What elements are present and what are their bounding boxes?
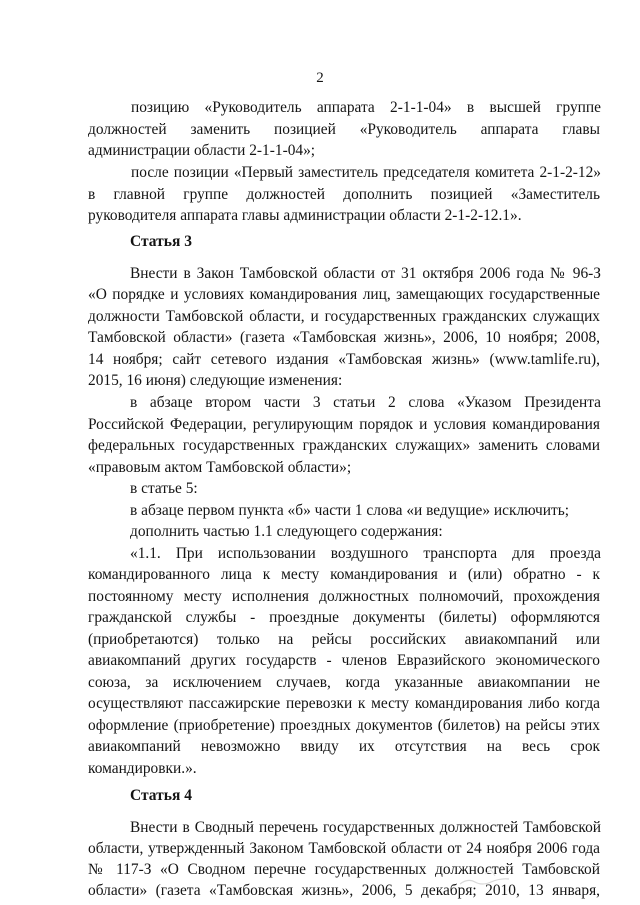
text-line: осуществляют пассажирские перевозки к месту командирования либо когда	[88, 695, 600, 712]
text-line: командировки.».	[88, 760, 197, 777]
text-line: в абзаце первом пункта «б» части 1 слова «и ведущие» исключить;	[130, 502, 570, 519]
text-line: оформление (приобретение) проездных документов (билетов) на рейсы этих	[88, 717, 600, 734]
text-line: авиакомпаний других государств - членов Евразийского экономического	[88, 652, 600, 669]
text-line: в главной группе должностей дополнить позицией «Заместитель	[88, 186, 600, 203]
text-line: дополнить частью 1.1 следующего содержания:	[130, 523, 443, 540]
text-line: области» (газета «Тамбовская жизнь», 2006, 5 декабря; 2010, 13 января,	[88, 882, 600, 899]
text-line: в статье 5:	[130, 480, 198, 497]
page-number: 2	[316, 70, 324, 86]
text-line: постоянному месту исполнения должностных полномочий, прохождения	[88, 588, 600, 605]
text-line: администрации области 2-1-1-04»;	[88, 142, 316, 159]
text-line: федеральных государственных гражданских служащих» заменить словами	[88, 437, 600, 454]
text-line: Российской Федерации, регулирующим порядок и условия командирования	[88, 416, 600, 433]
text-line: «1.1. При использовании воздушного транспорта для проезда	[130, 545, 601, 562]
text-line: «О порядке и условиях командирования лиц, замещающих государственные	[88, 286, 600, 303]
text-line: области, утвержденный Законом Тамбовской области от 24 ноября 2006 года	[88, 840, 600, 857]
article-heading: Статья 4	[130, 787, 192, 804]
text-line: союза, за исключением случаев, когда указанные авиакомпании не	[88, 674, 600, 691]
text-line: должности Тамбовской области, и государственных гражданских служащих	[88, 308, 600, 325]
text-line: 14 ноября; сайт сетевого издания «Тамбовская жизнь» (www.tamlife.ru),	[88, 351, 600, 368]
text-line: гражданской службы - проездные документы (билеты) оформляются	[88, 609, 600, 626]
text-line: позицию «Руководитель аппарата 2-1-1-04» в высшей группе	[131, 99, 601, 116]
text-line: № 117-З «О Сводном перечне государственных должностей Тамбовской	[88, 861, 600, 878]
text-line: авиакомпаний невозможно ввиду их отсутствия на весь срок	[88, 738, 600, 755]
text-line: Внести в Закон Тамбовской области от 31 октября 2006 года № 96-З	[130, 265, 601, 282]
text-line: в абзаце втором части 3 статьи 2 слова «Указом Президента	[130, 394, 601, 411]
text-line: командированного лица к месту командирования и (или) обратно - к	[88, 566, 600, 583]
text-line: «правовым актом Тамбовской области»;	[88, 459, 352, 476]
text-line: после позиции «Первый заместитель председателя комитета 2-1-2-12»	[131, 164, 601, 181]
text-line: 2015, 16 июня) следующие изменения:	[88, 372, 343, 389]
text-line: должностей заменить позицией «Руководитель аппарата главы	[88, 121, 600, 138]
text-line: Тамбовской области» (газета «Тамбовская жизнь», 2006, 10 ноября; 2008,	[88, 329, 600, 346]
text-line: Внести в Сводный перечень государственных должностей Тамбовской	[130, 819, 601, 836]
text-line: руководителя аппарата главы администрации области 2-1-2-12.1».	[88, 207, 522, 224]
text-line: (приобретаются) только на рейсы российских авиакомпаний или	[88, 631, 600, 648]
article-heading: Статья 3	[130, 233, 192, 250]
scan-mark	[455, 862, 525, 892]
